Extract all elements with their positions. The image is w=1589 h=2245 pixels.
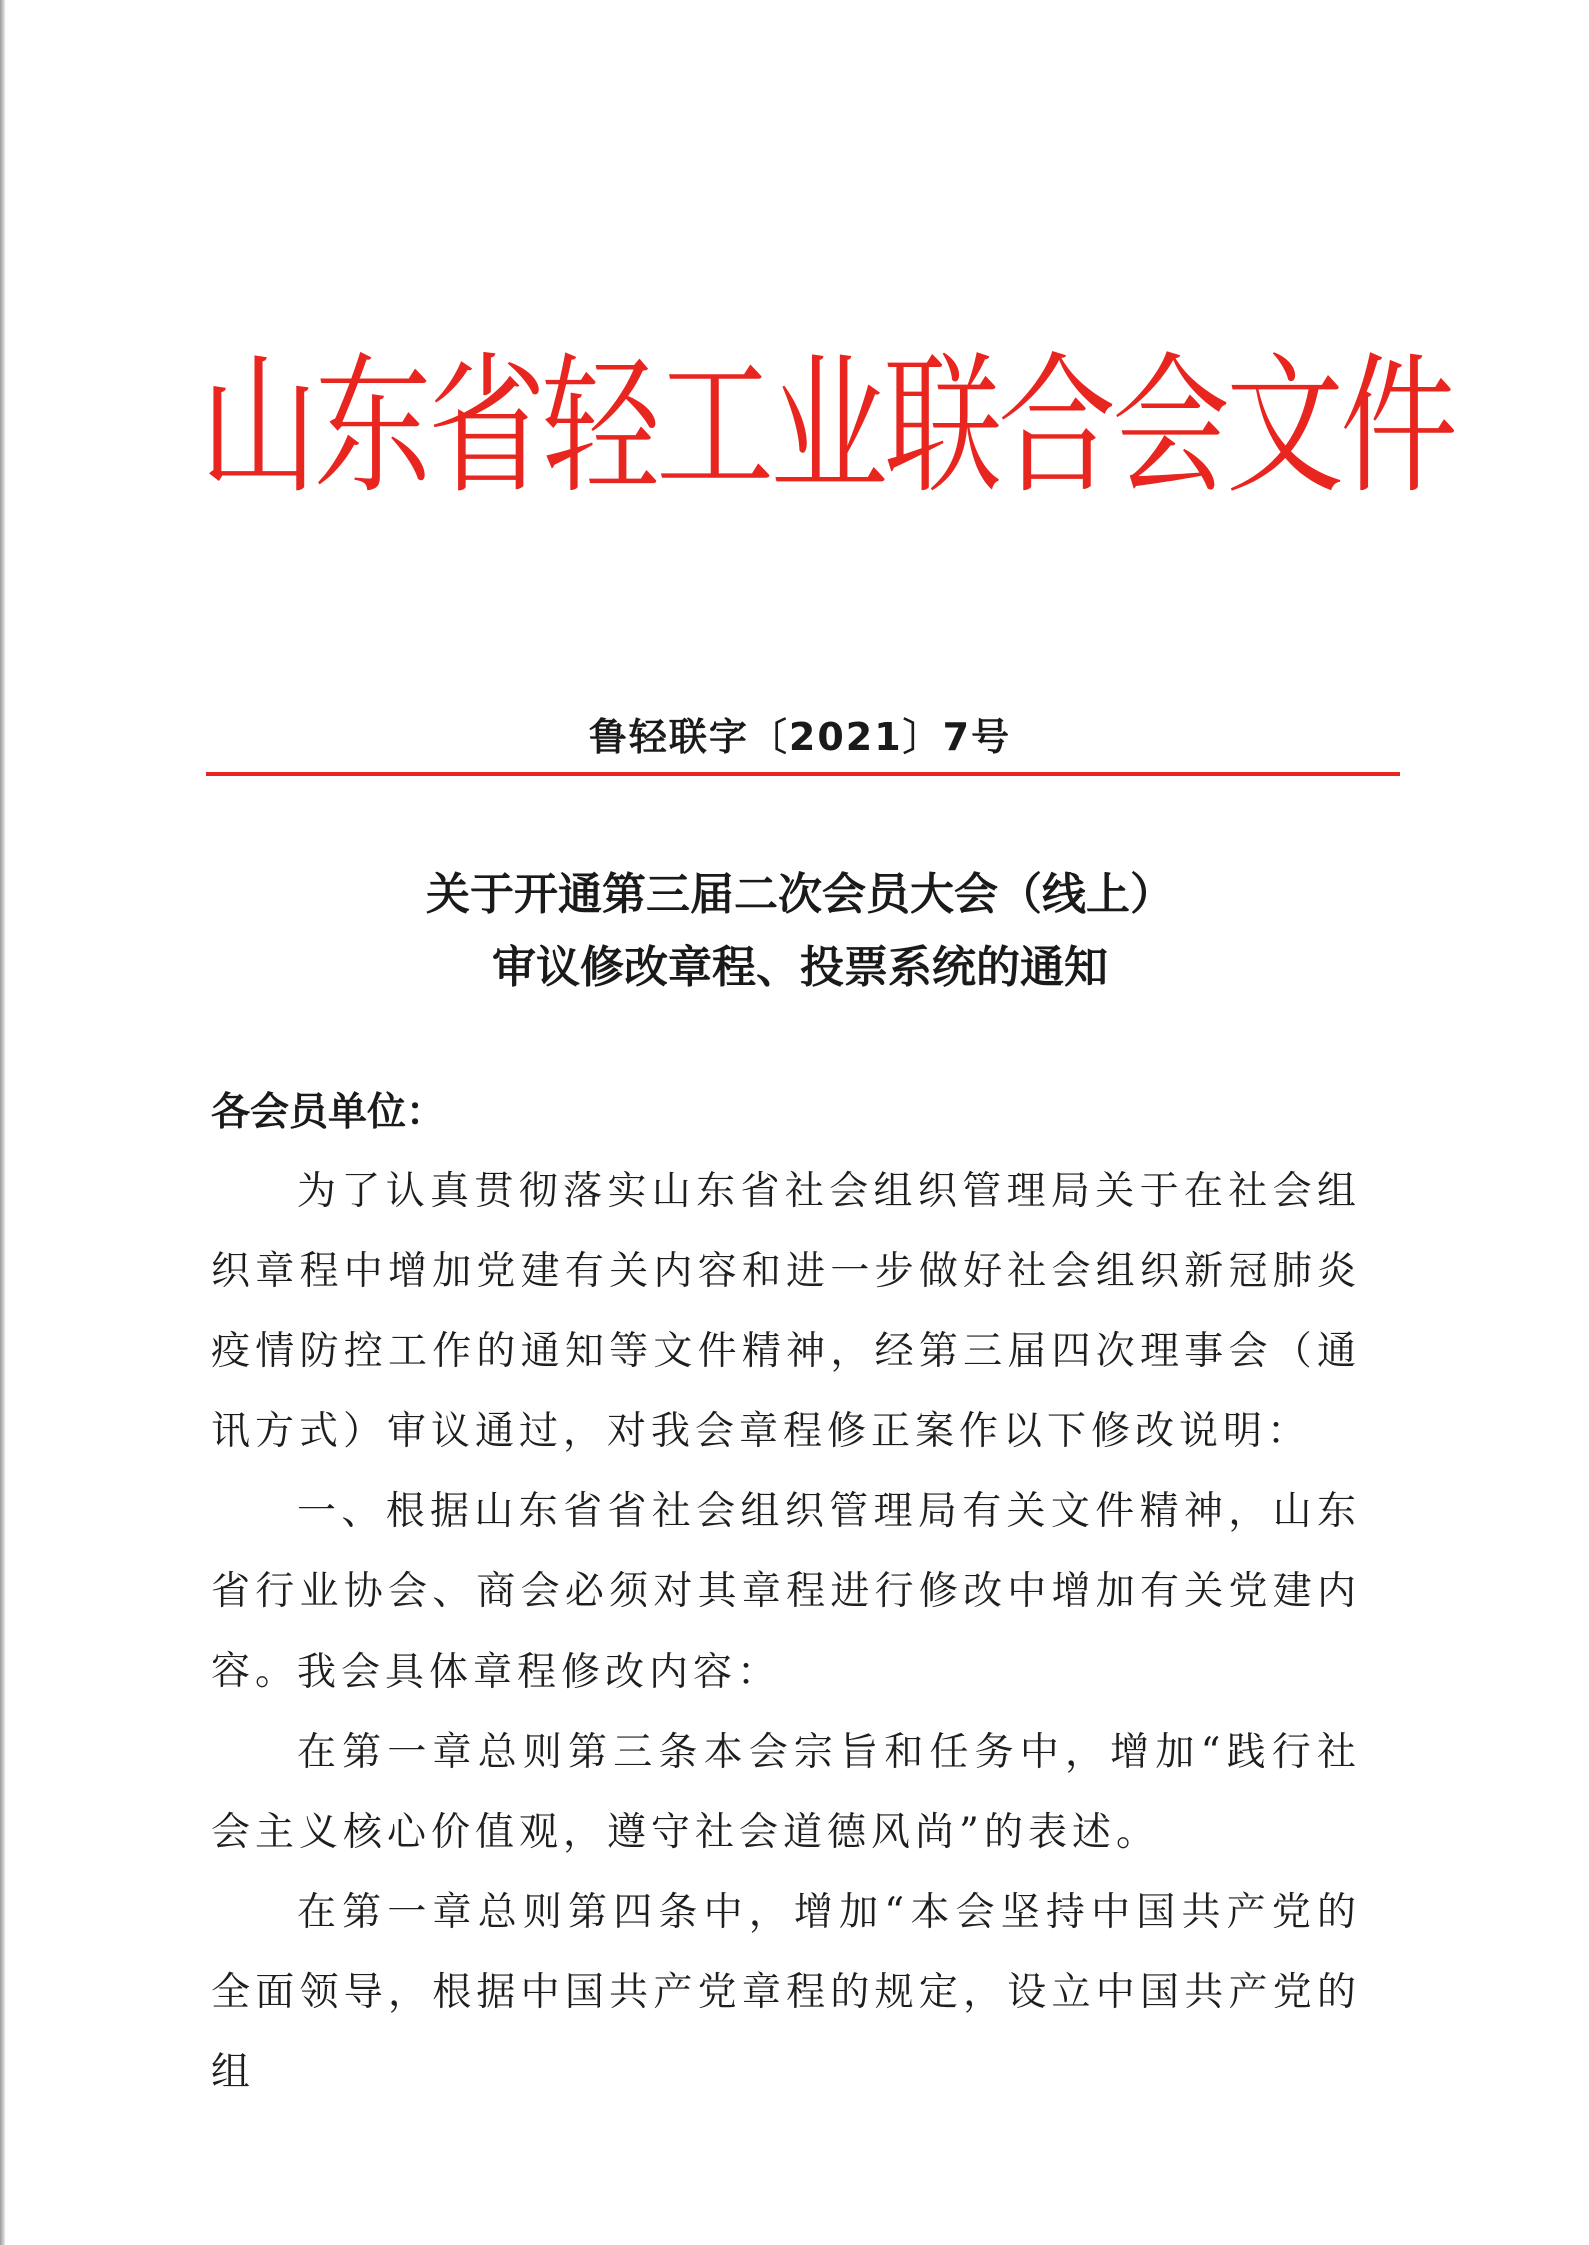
document-masthead: 山东省轻工业联合会文件	[200, 337, 1455, 515]
body-paragraph-5: 在第一章总则第四条中，增加“本会坚持中国共产党的全面领导，根据中国共产党章程的规定，设立中国共产党的组	[211, 1890, 1361, 2095]
document-number: 鲁轻联字〔2021〕7号	[588, 715, 1012, 759]
document-title-line-1: 关于开通第三届二次会员大会（线上）	[426, 869, 1174, 920]
salutation: 各会员单位：	[211, 1090, 446, 1135]
red-divider-rule	[206, 772, 1400, 776]
document-title-line-2: 审议修改章程、投票系统的通知	[492, 942, 1108, 993]
body-paragraph-3: 我会具体章程修改内容：	[297, 1650, 782, 1695]
body-paragraph-1: 为了认真贯彻落实山东省社会组织管理局关于在社会组织章程中增加党建有关内容和进一步做好社会组织新冠肺炎疫情防控工作的通知等文件精神，经第三届四次理事会（通讯方式）审议通过，对我会章程修正案作以下修改说明：	[211, 1169, 1361, 1454]
body-paragraph-4: 在第一章总则第三条本会宗旨和任务中，增加“践行社会主义核心价值观，遵守社会道德风尚”的表述。	[211, 1730, 1361, 1855]
scan-edge-shadow	[0, 0, 5, 2245]
body-paragraph-2: 一、根据山东省省社会组织管理局有关文件精神，山东省行业协会、商会必须对其章程进行修改中增加有关党建内容。	[211, 1489, 1361, 1694]
